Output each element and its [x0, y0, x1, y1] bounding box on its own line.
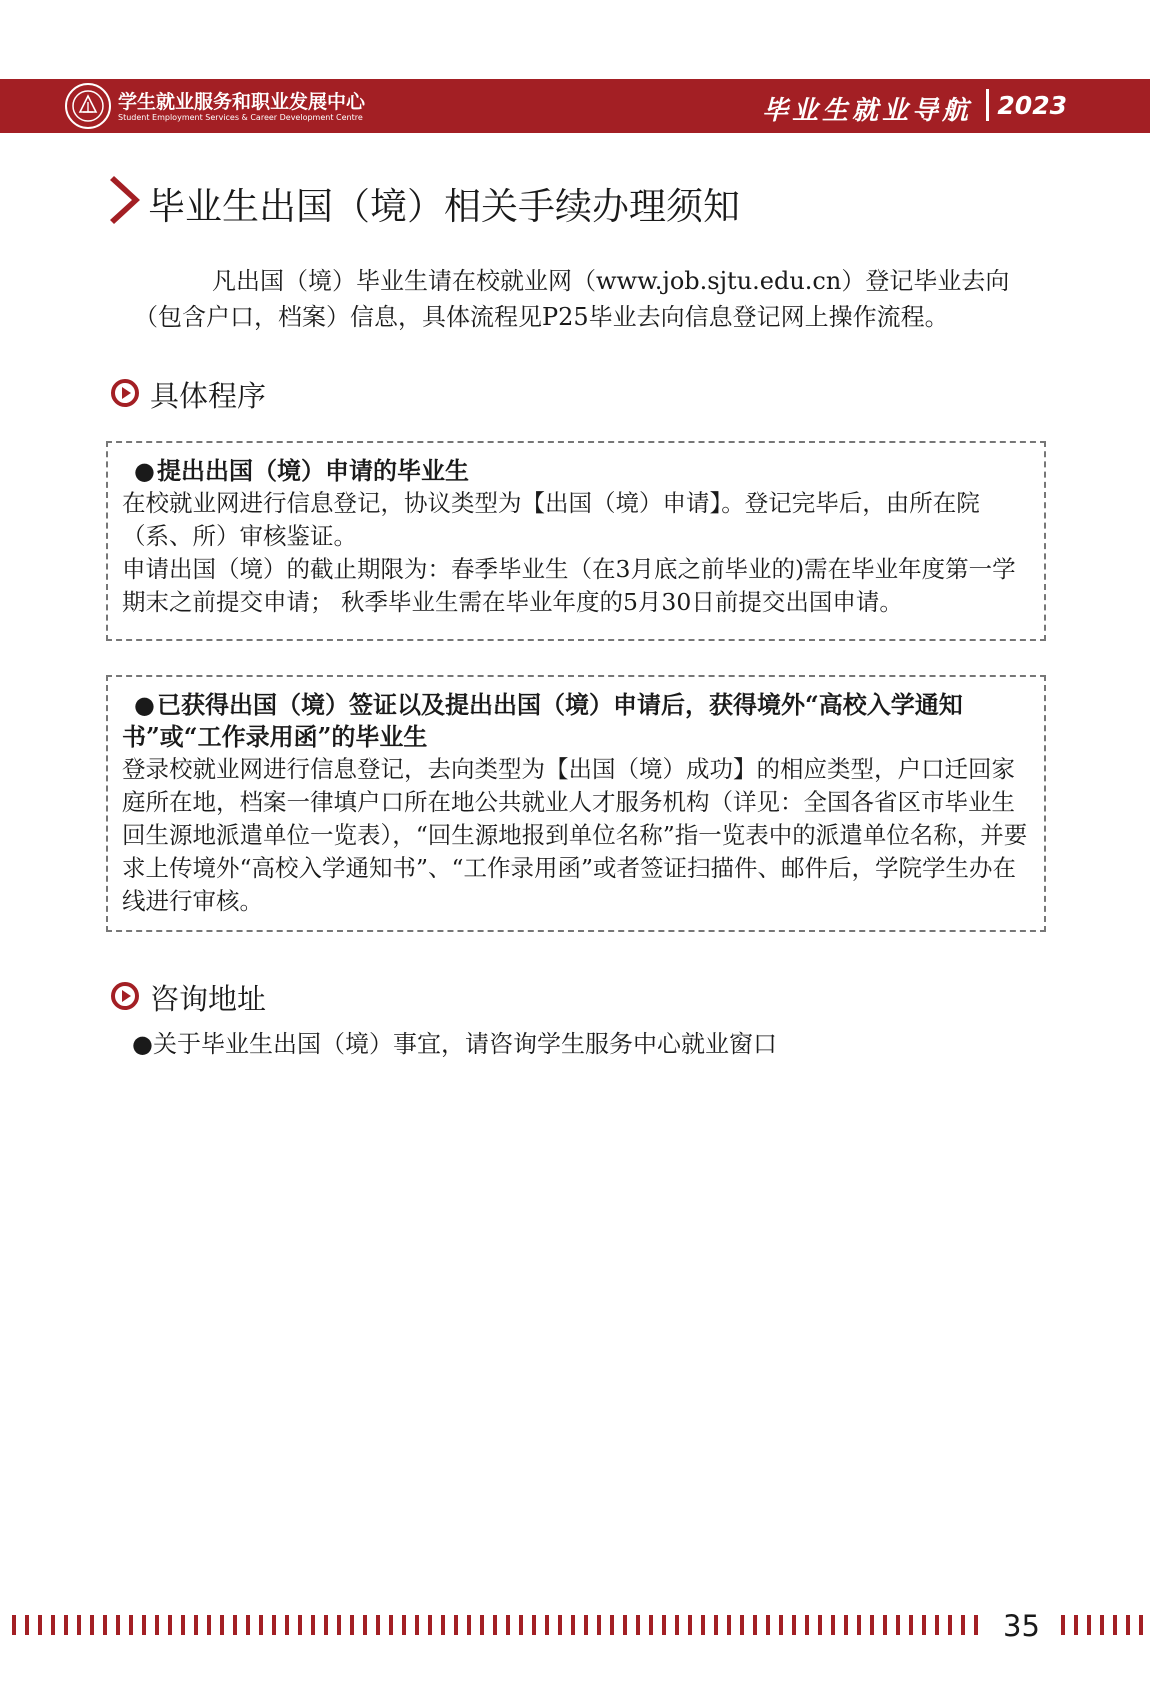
play-circle-icon: [110, 981, 140, 1011]
footer-dash: [129, 1615, 133, 1635]
footer-dash: [389, 1615, 393, 1635]
header-divider: [986, 89, 989, 121]
footer-dash: [857, 1615, 861, 1635]
footer-dash-rule: [6, 1614, 986, 1636]
section-label: 具体程序: [150, 379, 267, 413]
footer-dash: [545, 1615, 549, 1635]
footer-dash: [168, 1615, 172, 1635]
footer-dash: [246, 1615, 250, 1635]
footer-dash: [493, 1615, 497, 1635]
footer-dash: [870, 1615, 874, 1635]
footer-dash: [506, 1615, 510, 1635]
section-label: 咨询地址: [150, 982, 267, 1016]
footer-dash: [974, 1615, 978, 1635]
footer-dash: [675, 1615, 679, 1635]
header-band: [0, 79, 1150, 133]
footer-dash: [571, 1615, 575, 1635]
footer-dash: [532, 1615, 536, 1635]
footer-dash: [727, 1615, 731, 1635]
footer-dash: [350, 1615, 354, 1635]
footer-dash: [454, 1615, 458, 1635]
bullet-dot: ●: [134, 690, 155, 719]
footer-dash: [1074, 1615, 1078, 1635]
box-paragraph: 在校就业网进行信息登记，协议类型为【出国（境）申请】。登记完毕后，由所在院（系、所）审核鉴证。: [122, 489, 980, 550]
footer-dash: [610, 1615, 614, 1635]
footer-dash: [922, 1615, 926, 1635]
footer-dash: [935, 1615, 939, 1635]
footer-dash: [25, 1615, 29, 1635]
footer-dash: [12, 1615, 16, 1635]
chevron-right-icon: [110, 174, 144, 226]
footer-dash: [194, 1615, 198, 1635]
footer-dash: [623, 1615, 627, 1635]
footer-dash: [233, 1615, 237, 1635]
footer-dash: [103, 1615, 107, 1635]
info-box-visa: [106, 675, 1046, 932]
box-heading: [122, 689, 1036, 753]
footer-dash: [207, 1615, 211, 1635]
footer-dash: [883, 1615, 887, 1635]
footer-dash: [285, 1615, 289, 1635]
footer-dash: [1139, 1615, 1143, 1635]
footer-dash: [90, 1615, 94, 1635]
footer-dash: [77, 1615, 81, 1635]
footer-dash: [636, 1615, 640, 1635]
bullet-dot: ●: [134, 456, 155, 485]
footer-dash: [38, 1615, 42, 1635]
footer-dash: [363, 1615, 367, 1635]
guide-year: 2023: [997, 91, 1067, 120]
footer-dash: [402, 1615, 406, 1635]
footer-dash: [220, 1615, 224, 1635]
footer-dash: [701, 1615, 705, 1635]
footer-dash: [259, 1615, 263, 1635]
footer-dash: [1100, 1615, 1104, 1635]
box-paragraph: 登录校就业网进行信息登记，去向类型为【出国（境）成功】的相应类型，户口迁回家庭所在地，档案一律填户口所在地公共就业人才服务机构（详见：全国各省区市毕业生回生源地派遣单位一览表），“回生源地报到单位名称”指一览表中的派遣单位名称，并要求上传境外“高校入学通知书”、“工作录用函”或者签证扫描件、邮件后，学院学生办在线进行审核。: [122, 755, 1028, 915]
university-seal-icon: [64, 82, 112, 130]
footer-dash: [597, 1615, 601, 1635]
footer-dash: [1087, 1615, 1091, 1635]
footer-dash: [1126, 1615, 1130, 1635]
footer-dash: [142, 1615, 146, 1635]
footer-dash: [909, 1615, 913, 1635]
footer-dash: [714, 1615, 718, 1635]
footer-dash: [766, 1615, 770, 1635]
footer-dash: [740, 1615, 744, 1635]
footer-dash: [649, 1615, 653, 1635]
footer-dash: [558, 1615, 562, 1635]
footer-dash: [155, 1615, 159, 1635]
footer-dash: [519, 1615, 523, 1635]
info-box-application: [106, 441, 1046, 641]
footer-dash: [896, 1615, 900, 1635]
footer-dash: [662, 1615, 666, 1635]
footer-dash: [428, 1615, 432, 1635]
bullet-dot: ●: [132, 1030, 153, 1058]
page-title: 毕业生出国（境）相关手续办理须知: [148, 185, 740, 228]
page-number: 35: [1003, 1609, 1040, 1643]
footer-dash: [831, 1615, 835, 1635]
footer-dash: [1113, 1615, 1117, 1635]
intro-paragraph: 凡出国（境）毕业生请在校就业网（www.job.sjtu.edu.cn）登记毕业去向（包含户口，档案）信息，具体流程见P25毕业去向信息登记网上操作流程。: [134, 267, 1010, 331]
footer-dash: [311, 1615, 315, 1635]
org-name-en: Student Employment Services & Career Development Centre: [118, 113, 363, 122]
footer-dash: [818, 1615, 822, 1635]
footer-dash: [688, 1615, 692, 1635]
footer-dash: [51, 1615, 55, 1635]
footer-dash: [467, 1615, 471, 1635]
footer-dash-rule-right: [1055, 1614, 1150, 1636]
footer-dash: [441, 1615, 445, 1635]
box-heading: [134, 455, 1036, 487]
footer-dash: [324, 1615, 328, 1635]
org-name: 学生就业服务和职业发展中心: [118, 91, 366, 113]
contact-line: [132, 1024, 777, 1059]
box-heading-text: 提出出国（境）申请的毕业生: [156, 456, 469, 485]
footer-dash: [181, 1615, 185, 1635]
contact-text: 关于毕业生出国（境）事宜，请咨询学生服务中心就业窗口: [152, 1030, 777, 1058]
footer-dash: [272, 1615, 276, 1635]
footer-dash: [792, 1615, 796, 1635]
box-paragraph: 申请出国（境）的截止期限为：春季毕业生（在3月底之前毕业的)需在毕业年度第一学期末之前提交申请； 秋季毕业生需在毕业年度的5月30日前提交出国申请。: [122, 555, 1016, 616]
footer-dash: [584, 1615, 588, 1635]
footer-dash: [844, 1615, 848, 1635]
footer-dash: [415, 1615, 419, 1635]
footer-dash: [805, 1615, 809, 1635]
play-circle-icon: [110, 378, 140, 408]
footer-dash: [948, 1615, 952, 1635]
footer-dash: [753, 1615, 757, 1635]
footer-dash: [337, 1615, 341, 1635]
footer-dash: [116, 1615, 120, 1635]
footer-dash: [376, 1615, 380, 1635]
box-heading-text: 已获得出国（境）签证以及提出出国（境）申请后，获得境外“高校入学通知书”或“工作录用函”的毕业生: [122, 690, 963, 751]
footer-dash: [961, 1615, 965, 1635]
footer-dash: [480, 1615, 484, 1635]
guide-title: 毕业生就业导航: [761, 96, 972, 126]
footer-dash: [1061, 1615, 1065, 1635]
footer-dash: [64, 1615, 68, 1635]
footer-dash: [779, 1615, 783, 1635]
footer-dash: [298, 1615, 302, 1635]
